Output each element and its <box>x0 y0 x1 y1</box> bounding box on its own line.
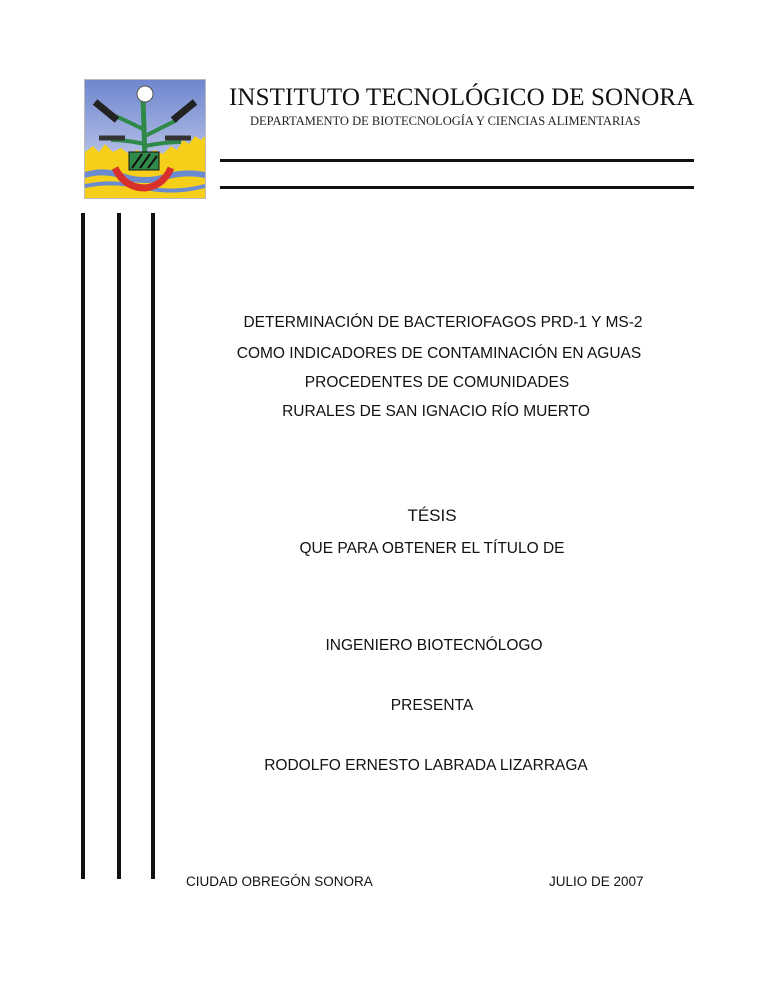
thesis-title-line: COMO INDICADORES DE CONTAMINACIÓN EN AGUAS <box>236 345 642 362</box>
thesis-label: TÉSIS <box>407 506 457 525</box>
thesis-title-line: PROCEDENTES DE COMUNIDADES <box>304 374 570 391</box>
presents-label: PRESENTA <box>390 697 474 714</box>
decorative-vertical-line <box>81 213 85 879</box>
department-name: DEPARTAMENTO DE BIOTECNOLOGÍA Y CIENCIAS ALIMENTARIAS <box>250 114 641 128</box>
thesis-title-line: RURALES DE SAN IGNACIO RÍO MUERTO <box>282 403 590 420</box>
header-rule-top <box>220 159 694 162</box>
degree-title: INGENIERO BIOTECNÓLOGO <box>325 637 543 654</box>
header-rule-bottom <box>220 186 694 189</box>
date: JULIO DE 2007 <box>549 874 644 889</box>
decorative-vertical-line <box>117 213 121 879</box>
author-name: RODOLFO ERNESTO LABRADA LIZARRAGA <box>264 757 588 774</box>
institution-crest-icon <box>84 79 206 199</box>
city-location: CIUDAD OBREGÓN SONORA <box>186 874 373 889</box>
institution-name: INSTITUTO TECNOLÓGICO DE SONORA <box>229 84 695 111</box>
thesis-title-line: DETERMINACIÓN DE BACTERIOFAGOS PRD-1 Y MS-2 <box>243 314 643 331</box>
thesis-subtitle: QUE PARA OBTENER EL TÍTULO DE <box>299 540 565 557</box>
